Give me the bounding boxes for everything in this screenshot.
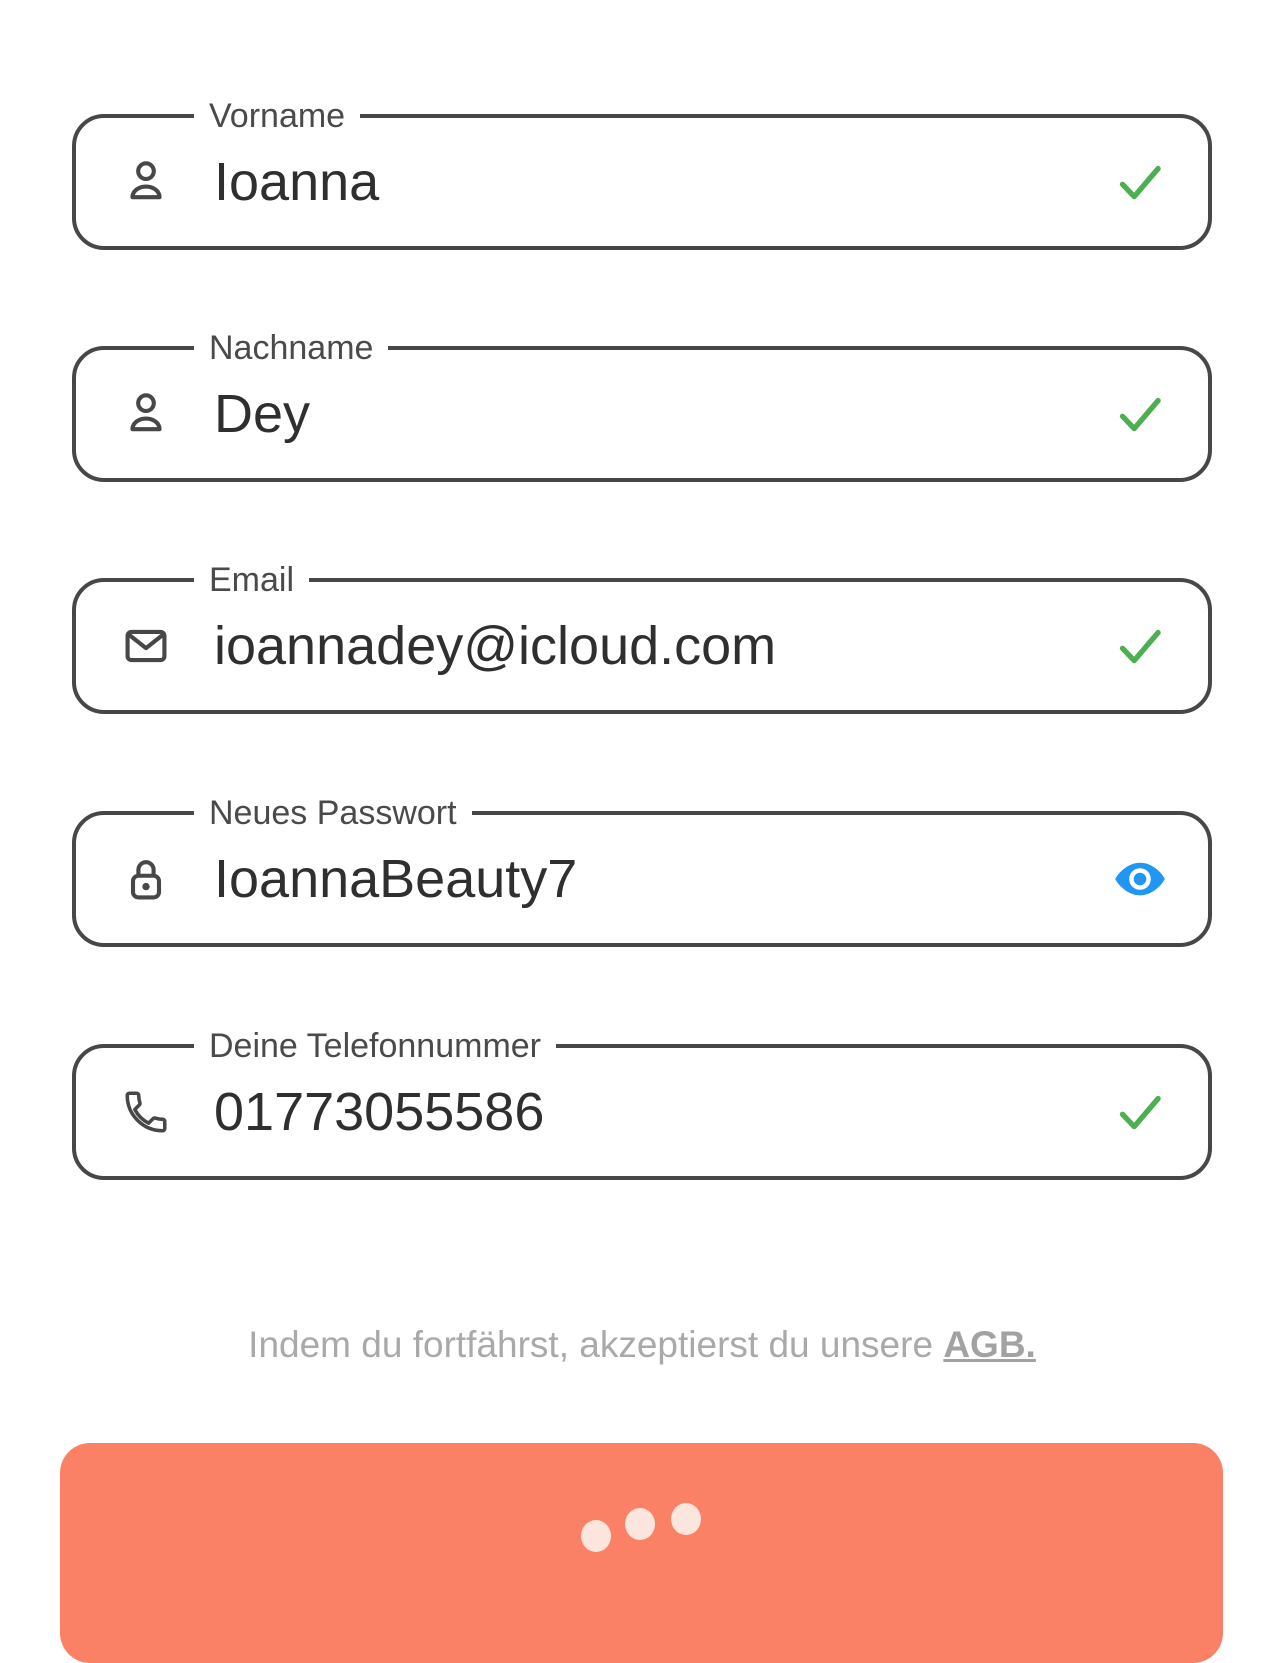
agb-link[interactable]: AGB. <box>943 1324 1036 1365</box>
terms-prefix: Indem du fortfährst, akzeptierst du unsere <box>248 1324 944 1365</box>
vorname-field[interactable] <box>72 97 1212 250</box>
check-icon <box>1112 618 1168 674</box>
email-input[interactable]: ioannadey@icloud.com <box>214 616 777 676</box>
phone-field[interactable] <box>72 1027 1212 1180</box>
phone-input[interactable]: 01773055586 <box>214 1082 545 1142</box>
email-field[interactable] <box>72 561 1212 714</box>
terms-text <box>0 1324 1284 1366</box>
loading-dot <box>671 1503 701 1535</box>
loading-dot <box>581 1520 611 1552</box>
check-icon <box>1112 1084 1168 1140</box>
password-field[interactable] <box>72 794 1212 947</box>
check-icon <box>1112 386 1168 442</box>
vorname-field-label: Vorname <box>194 95 360 137</box>
submit-button[interactable] <box>60 1443 1223 1663</box>
vorname-input[interactable]: Ioanna <box>214 152 380 212</box>
person-icon <box>120 156 172 208</box>
email-field-label: Email <box>194 559 309 601</box>
check-icon <box>1112 154 1168 210</box>
nachname-input[interactable]: Dey <box>214 384 311 444</box>
phone-field-label: Deine Telefonnummer <box>194 1025 556 1067</box>
person-icon <box>120 388 172 440</box>
phone-icon <box>120 1086 172 1138</box>
password-input[interactable]: IoannaBeauty7 <box>214 849 578 909</box>
loading-dot <box>625 1508 655 1540</box>
nachname-field[interactable] <box>72 329 1212 482</box>
lock-icon <box>120 853 172 905</box>
eye-icon[interactable] <box>1112 851 1168 907</box>
email-icon <box>120 620 172 672</box>
password-field-label: Neues Passwort <box>194 792 472 834</box>
nachname-field-label: Nachname <box>194 327 388 369</box>
